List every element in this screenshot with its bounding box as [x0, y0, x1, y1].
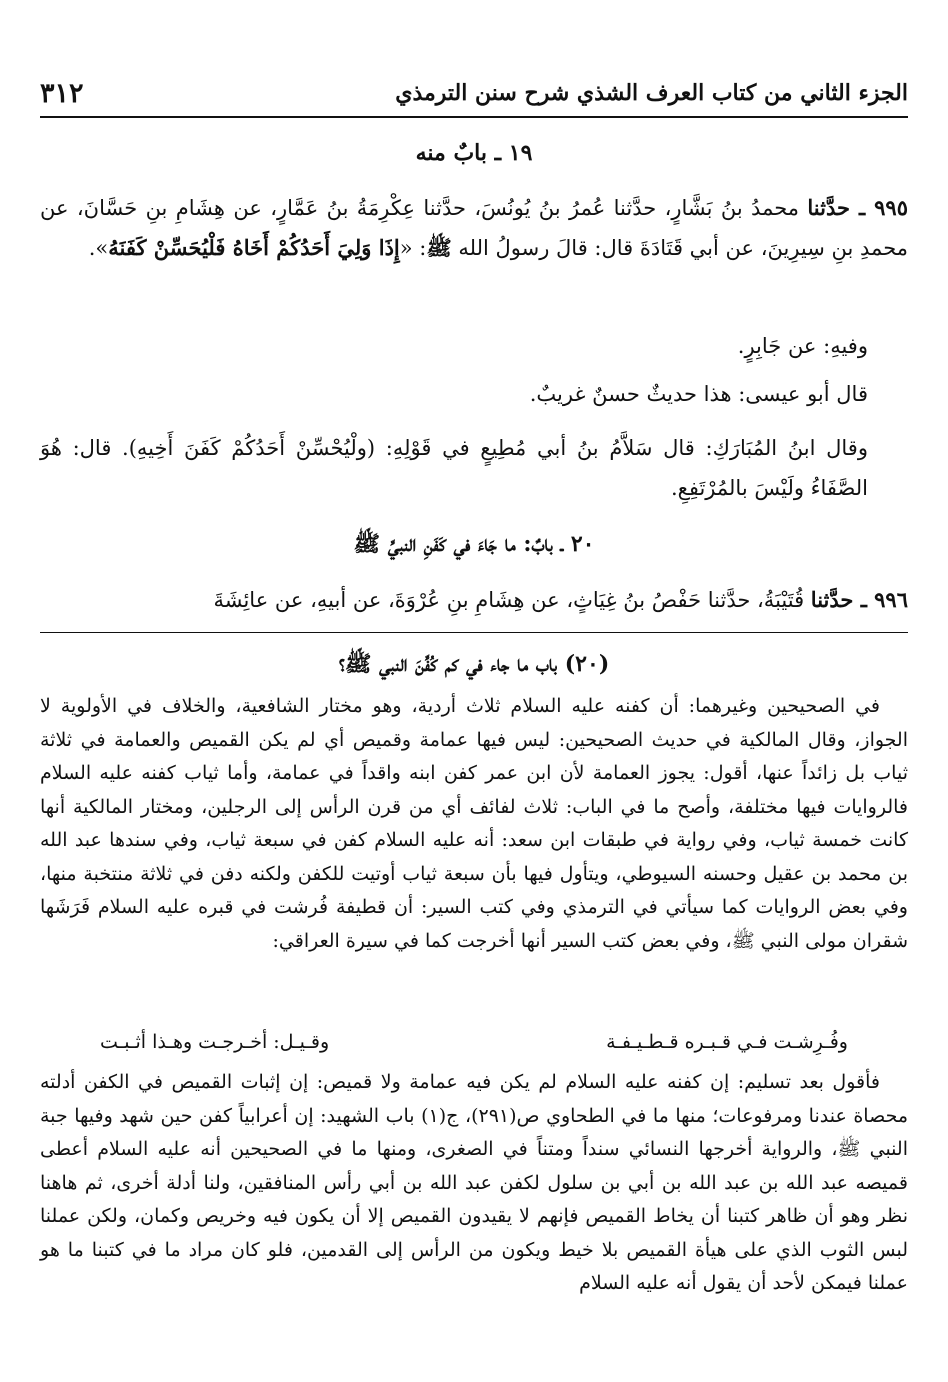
note-jabir: وفيهِ: عن جَابِرٍ.	[737, 334, 868, 358]
hadith-995-number: ٩٩٥ ـ حدَّثنا	[807, 195, 908, 220]
salutation-symbol: ﷺ	[426, 235, 452, 260]
note-abu-isa: قال أبو عيسى: هذا حديثٌ حسنٌ غريبٌ.	[529, 382, 868, 406]
commentary-title: (٢٠) باب ما جاء في كم كُفِّنَ النبي ﷺ؟	[338, 651, 610, 677]
page-header	[40, 70, 908, 118]
hadith-996	[40, 580, 908, 620]
verse-first-hemistich: وفُـرِشـت فـي قـبـره قـطـيـفـة	[606, 1031, 848, 1053]
hadith-996-isnad: قُتَيْبَةُ، حدَّثنا حَفْصُ بنُ غِيَاثٍ، عن هِشَامِ بنِ عُرْوَةَ، عن أبيهِ، عن عائِشَةَ	[213, 588, 811, 612]
verse-second-hemistich: وقـيـل: أخـرجـت وهـذا أثـبـت	[100, 1031, 330, 1053]
poetry-verse	[100, 1026, 848, 1059]
hadith-996-number: ٩٩٦ ـ حدَّثنا	[810, 587, 908, 612]
page-number: ٣١٢	[40, 77, 84, 109]
hadith-995-isnad: محمدُ بنُ بَشَّارٍ، حدَّثنا عُمرُ بنُ يُونُسَ، حدَّثنا عِكْرِمَةُ بنُ عَمَّارٍ، عن هِشَامِ بنِ حَسَّانَ، عن محمدِ بنِ سِيرِينَ، عن أبي قَتَادَةَ قال: قالَ رسولُ الله	[40, 196, 908, 260]
chapter-19-title: ١٩ ـ بابٌ منه	[415, 140, 533, 166]
hadith-995-end: ».	[88, 236, 109, 260]
commentary-paragraph-2: فأقول بعد تسليم: إن كفنه عليه السلام لم يكن فيه عمامة ولا قميص: إن إثبات القميص في الكفن أدلته محصاة عندنا ومرفوعات؛ منها ما في الطحاوي ص(٢٩١)، ج(١) باب الشهيد: إن أعرابياً كفن حين شهد وفيها جبة النبي ﷺ، والرواية أخرجها النسائي سنداً ومتناً في الصغرى، ومنها ما في الصحيحين أنه عليه السلام أعطى قميصه عبد الله بن عبد الله بن أبي بن سلول لكفن عبد الله بن أبي رأس المنافقين، ولنا أدلة أخرى، ثم هاهنا نظر وهو أن ظاهر كتبنا أن يخاط القميص فإنهم لا يقيدون القميص إلا أن يكون فيه وخريص وكمان، ولكن عملنا لبس الثوب الذي على هيأة القميص بلا خيط ويكون من الرأس إلى القدمين، فلو كان مراد ما في كتبنا ما هو عملنا فيمكن لأحد أن يقول أنه عليه السلام	[40, 1071, 909, 1294]
running-title: الجزء الثاني من كتاب العرف الشذي شرح سنن الترمذي	[395, 80, 908, 106]
commentary-paragraph-1: في الصحيحين وغيرهما: أن كفنه عليه السلام ثلاث أردية، وهو مختار الشافعية، والخلاف في الأولوية لا الجواز، وقال المالكية في حديث الصحيحين: ليس فيها عمامة وقميص أي لم يكن القميص والعمامة في ثلاثة ثياب بل زائداً عنها، أقول: يجوز العمامة لأن ابن عمر كفن ابنه واقداً في عمامة، وأما ثياب كفنه عليه السلام فالروايات فيها مختلفة، وأصح ما في الباب: ثلاث لفائف أي من قرن الرأس إلى الرجلين، ومختار المالكية أنها كانت خمسة ثياب، وفي رواية في طبقات ابن سعد: أنه عليه السلام كفن في سبعة ثياب، وفي سندها عبد الله بن محمد بن عقيل وحسنه السيوطي، ويتأول فيها بأن سبعة ثياب أوتيت للكفن ولكنه دفن في ثلاثة منتخبة منها، وفي بعض الروايات كما سيأتي في الترمذي وفي كتب السير: أن قطيفة فُرشت في قبره عليه السلام فَرَشَها شقران مولى النبي ﷺ، وفي بعض كتب السير أنها أخرجت كما في سيرة العراقي:	[40, 695, 908, 952]
footnote-separator	[40, 632, 908, 633]
hadith-995-matn: إِذَا وَلِيَ أَحَدُكُمْ أَخَاهُ فَلْيُحَسِّنْ كَفَنَهُ	[108, 235, 400, 260]
hadith-995	[40, 188, 908, 268]
chapter-20-title: ٢٠ ـ بابٌ: ما جَاءَ في كَفَنِ النبيِّ ﷺ	[353, 531, 595, 557]
hadith-995-colon: : «	[399, 236, 427, 260]
note-ibn-mubarak: وقال ابنُ المُبَارَكِ: قال سَلاَّمُ بنُ أبي مُطِيعٍ في قَوْلِهِ: (ولْيُحْسِّنْ أَحَدُكُمْ كَفَنَ أَخِيهِ). قال: هُوَ الصَّفَاءُ ولَيْسَ بالمُرْتَفِعِ.	[40, 436, 868, 500]
